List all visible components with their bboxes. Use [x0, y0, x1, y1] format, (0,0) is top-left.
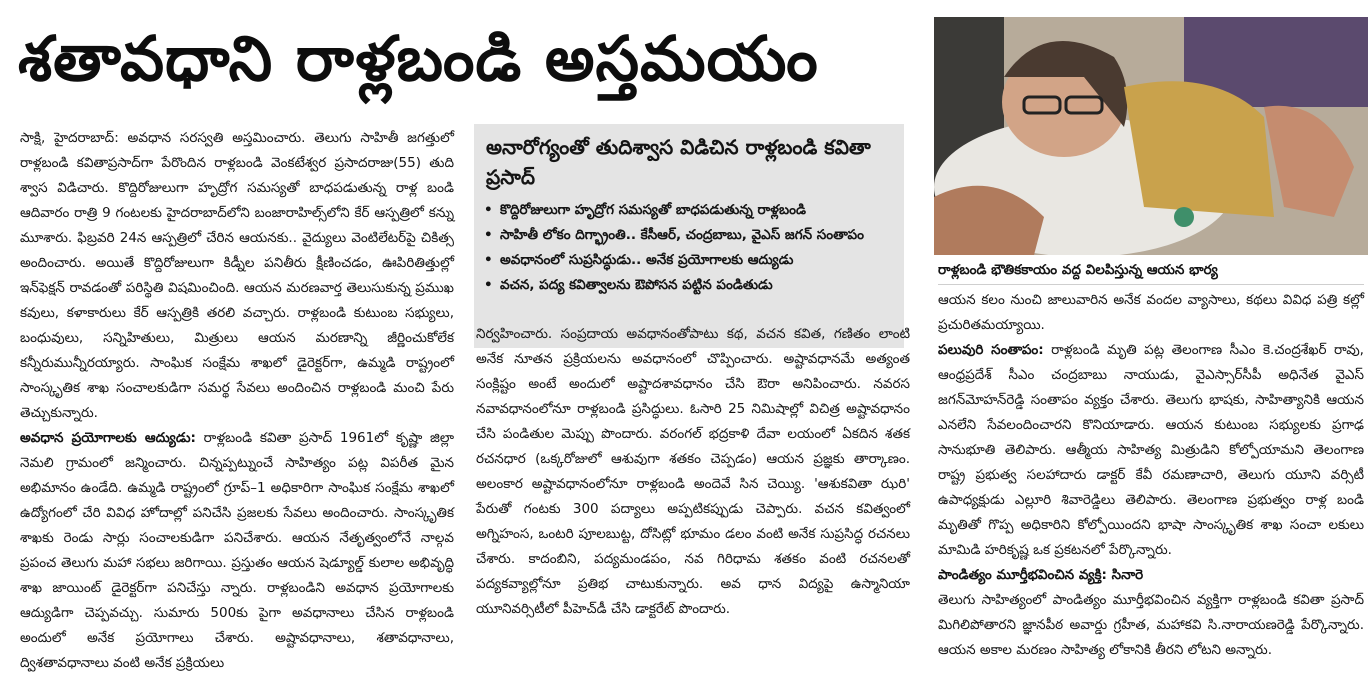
photo-illustration [934, 17, 1368, 255]
highlight-text: కొద్దిరోజులుగా హృద్రోగ సమస్యతో బాధపడుతున్న రాళ్లబండి [500, 202, 806, 218]
paragraph-text: రాళ్లబండి కవితా ప్రసాద్ 1961లో కృష్ణా జిల్లా నెమలి గ్రామంలో జన్మించారు. చిన్నప్పట్నుంచే సాహిత్యం పట్ల విపరీత మైన అభిమానం ఉండేది. ఉమ్మడి రాష్ట్రంలో గ్రూప్–1 అధికారిగా సాంఘిక సంక్షేమ శాఖలో ఉద్యోగంలో చేరి వివిధ హోదాల్లో పనిచేసి ప్రజలకు సేవలు అందించారు. సాంస్కృతిక శాఖకు రెండు సార్లు సంచాలకుడిగా పనిచేశారు. ఆయన నేతృత్వంలోనే నాల్గవ ప్రపంచ తెలుగు మహా సభలు జరిగాయి. ప్రస్తుతం ఆయన షెడ్యూల్డ్ కులాల అభివృద్ధి శాఖ జాయింట్ డైరెక్టర్‌గా పనిచేస్తు న్నారు. రాళ్లబండిని అవధాన ప్రయోగాలకు ఆద్యుడిగా చెప్పవచ్చు. సుమారు 500కు పైగా అవధానాలు చేసిన రాళ్లబండి అందులో అనేక ప్రయోగాలు చేశారు. అష్టావధానాలు, శతావధానాలు, ద్విశతావధానాలు వంటి అనేక ప్రక్రియలు [20, 430, 455, 671]
article-column-1 [20, 126, 454, 676]
bullet-icon: • [484, 202, 493, 218]
paragraph: ఆయన కలం నుంచి జాలువారిన అనేక వందల వ్యాసాలు, కథలు వివిధ పత్రి కల్లో ప్రచురితమయ్యాయి. [938, 292, 1364, 333]
highlight-text: వచన, పద్య కవిత్వాలను ఔపోసన పట్టిన పండితుడు [500, 277, 773, 293]
page-headline: శతావధాని రాళ్లబండి అస్తమయం [18, 22, 819, 95]
highlight-item [484, 273, 900, 298]
paragraph [20, 426, 454, 676]
highlights-list [484, 198, 900, 298]
article-column-2 [476, 322, 910, 622]
highlight-item [484, 198, 900, 223]
bullet-icon: • [484, 227, 493, 243]
bullet-icon: • [484, 277, 493, 293]
subheading: పలువురి సంతాపం: [938, 342, 1044, 358]
highlights-title: అనారోగ్యంతో తుదిశ్వాస విడిచిన రాళ్లబండి కవితా ప్రసాద్ [486, 135, 871, 189]
bullet-icon: • [484, 252, 493, 268]
paragraph: తెలుగు సాహిత్యంలో పాండిత్యం మూర్తీభవించిన వ్యక్తిగా రాళ్లబండి కవితా ప్రసాద్ మిగిలిపోతారని జ్ఞానపీఠ అవార్డు గ్రహీత, మహాకవి సి.నారాయణరెడ్డి పేర్కొన్నారు. ఆయన అకాల మరణం సాహిత్య లోకానికి తీరని లోటని అన్నారు. [938, 592, 1364, 658]
paragraph [20, 126, 454, 426]
subheading: అవధాన ప్రయోగాలకు ఆద్యుడు: [20, 430, 196, 446]
caption-divider [938, 284, 1364, 285]
highlight-text: సాహితీ లోకం దిగ్భ్రాంతి.. కేసీఆర్, చంద్రబాబు, వైఎస్ జగన్ సంతాపం [500, 227, 864, 243]
photo-caption: రాళ్లబండి భౌతికకాయం వద్ద విలపిస్తున్న ఆయన భార్య [938, 262, 1218, 278]
subheading: పాండిత్యం మూర్తీభవించిన వ్యక్తి: సినారె [938, 567, 1144, 583]
paragraph-text: సాక్షి, హైదరాబాద్: అవధాన సరస్వతి అస్తమించారు. తెలుగు సాహితీ జగత్తులో రాళ్లబండి కవితాప్రసాద్‌గా పేరొందిన రాళ్లబండి వెంకటేశ్వర ప్రసాదరాజు(55) తుది శ్వాస విడిచారు. కొద్దిరోజులుగా హృద్రోగ సమస్యతో బాధపడుతున్న రాళ్ల బండి ఆదివారం రాత్రి 9 గంటలకు హైదరాబాద్‌లోని బంజారాహిల్స్‌లోని కేర్ ఆస్పత్రిలో కన్ను మూశారు. ఫిబ్రవరి 24న ఆస్పత్రిలో చేరిన ఆయనకు.. వైద్యులు వెంటిలేటర్‌పై చికిత్స అందించారు. అయితే కొద్దిరోజులుగా కిడ్నీల పనితీరు క్షీణించడం, ఊపిరితిత్తుల్లో ఇన్‌ఫెక్షన్ రావడంతో పరిస్థితి విషమించింది. ఆయన మరణవార్త తెలుసుకున్న ప్రముఖ కవులు, కళాకారులు కేర్ ఆస్పత్రికి తరలి వచ్చారు. రాళ్లబండి కుటుంబ సభ్యులు, బంధువులు, సన్నిహితులు, మిత్రులు ఆయన మరణాన్ని జీర్ణించుకోలేక కన్నీరుమున్నీరయ్యారు. సాంఘిక సంక్షేమ శాఖలో డైరెక్టర్‌గా, ఉమ్మడి రాష్ట్రంలో సాంస్కృతిక శాఖ సంచాలకుడిగా సమర్థ సేవలు అందించిన రాళ్లబండి మంచి పేరు తెచ్చుకున్నారు. [20, 130, 454, 421]
news-photo [934, 17, 1368, 255]
highlight-item [484, 248, 900, 273]
article-column-3 [938, 288, 1364, 663]
paragraph-text: రాళ్లబండి మృతి పట్ల తెలంగాణ సీఎం కె.చంద్రశేఖర్ రావు, ఆంధ్రప్రదేశ్ సీఎం చంద్రబాబు నాయుడు, వైఎస్సార్‌సీపీ అధినేత వైఎస్ జగన్‌మోహన్‌రెడ్డి సంతాపం వ్యక్తం చేశారు. తెలుగు భాషకు, సాహిత్యానికి ఆయన ఎనలేని సేవలందించారని కొనియాడారు. ఆయన కుటుంబ సభ్యులకు ప్రగాఢ సానుభూతి తెలిపారు. ఆత్మీయ సాహిత్య మిత్రుడిని కోల్పోయామని తెలంగాణ రాష్ట్ర ప్రభుత్వ సలహాదారు డాక్టర్ కేవీ రమణాచారి, తెలుగు యూని వర్సిటీ ఉపాధ్యక్షుడు ఎల్లూరి శివారెడ్డిలు తెలిపారు. తెలంగాణ ప్రభుత్వం రాళ్ల బండి మృతితో గొప్ప అధికారిని కోల్పోయిందని భాషా సాంస్కృతిక శాఖ సంచా లకులు మామిడి హరికృష్ణ ఒక ప్రకటనలో పేర్కొన్నారు. [938, 342, 1364, 558]
highlight-text: అవధానంలో సుప్రసిద్ధుడు.. అనేక ప్రయోగాలకు ఆద్యుడు [500, 252, 794, 268]
highlight-item [484, 223, 900, 248]
paragraph [938, 338, 1364, 563]
paragraph: నిర్వహించారు. సంప్రదాయ అవధానంతోపాటు కథ, వచన కవిత, గణితం లాంటి అనేక నూతన ప్రక్రియలను అవధానంలో చొప్పించారు. అష్టావధానమే అత్యంత సంక్లిష్టం అంటే అందులో అష్టాదశావధానం చేసి ఔరా అనిపించారు. నవరస నవావధానంలోనూ రాళ్లబండి ప్రసిద్ధులు. ఓసారి 25 నిమిషాల్లో విచిత్ర అష్టావధానం చేసి పండితుల మెప్పు పొందారు. వరంగల్ భద్రకాళి దేవా లయంలో ఏకదిన శతక రచనధార (ఒక్కరోజులో ఆశువుగా శతకం చెప్పడం) ఆయన ప్రజ్ఞకు తార్కాణం. అలంకార అష్టావధానంలోనూ రాళ్లబండి అందెవే సిన చెయ్యి. 'ఆశుకవితా ఝరి' పేరుతో గంటకు 300 పద్యాలు అప్పటికప్పుడు చెప్పారు. వచన కవిత్వంలో అగ్నిహంస, ఒంటరి పూలబుట్ట, దోసిట్లో భూమం డలం వంటి అనేక సుప్రసిద్ధ రచనలు చేశారు. కాదంబిని, పద్యమండపం, నవ గిరిధామ శతకం వంటి రచనలతో పద్యకవ్యాల్లోనూ ప్రతిభ చాటుకున్నారు. అవ ధాన విద్యపై ఉస్మానియా యూనివర్సిటీలో పీహెచ్‌డీ చేసి డాక్టరేట్ పొందారు. [476, 326, 910, 617]
highlights-box [474, 124, 904, 348]
